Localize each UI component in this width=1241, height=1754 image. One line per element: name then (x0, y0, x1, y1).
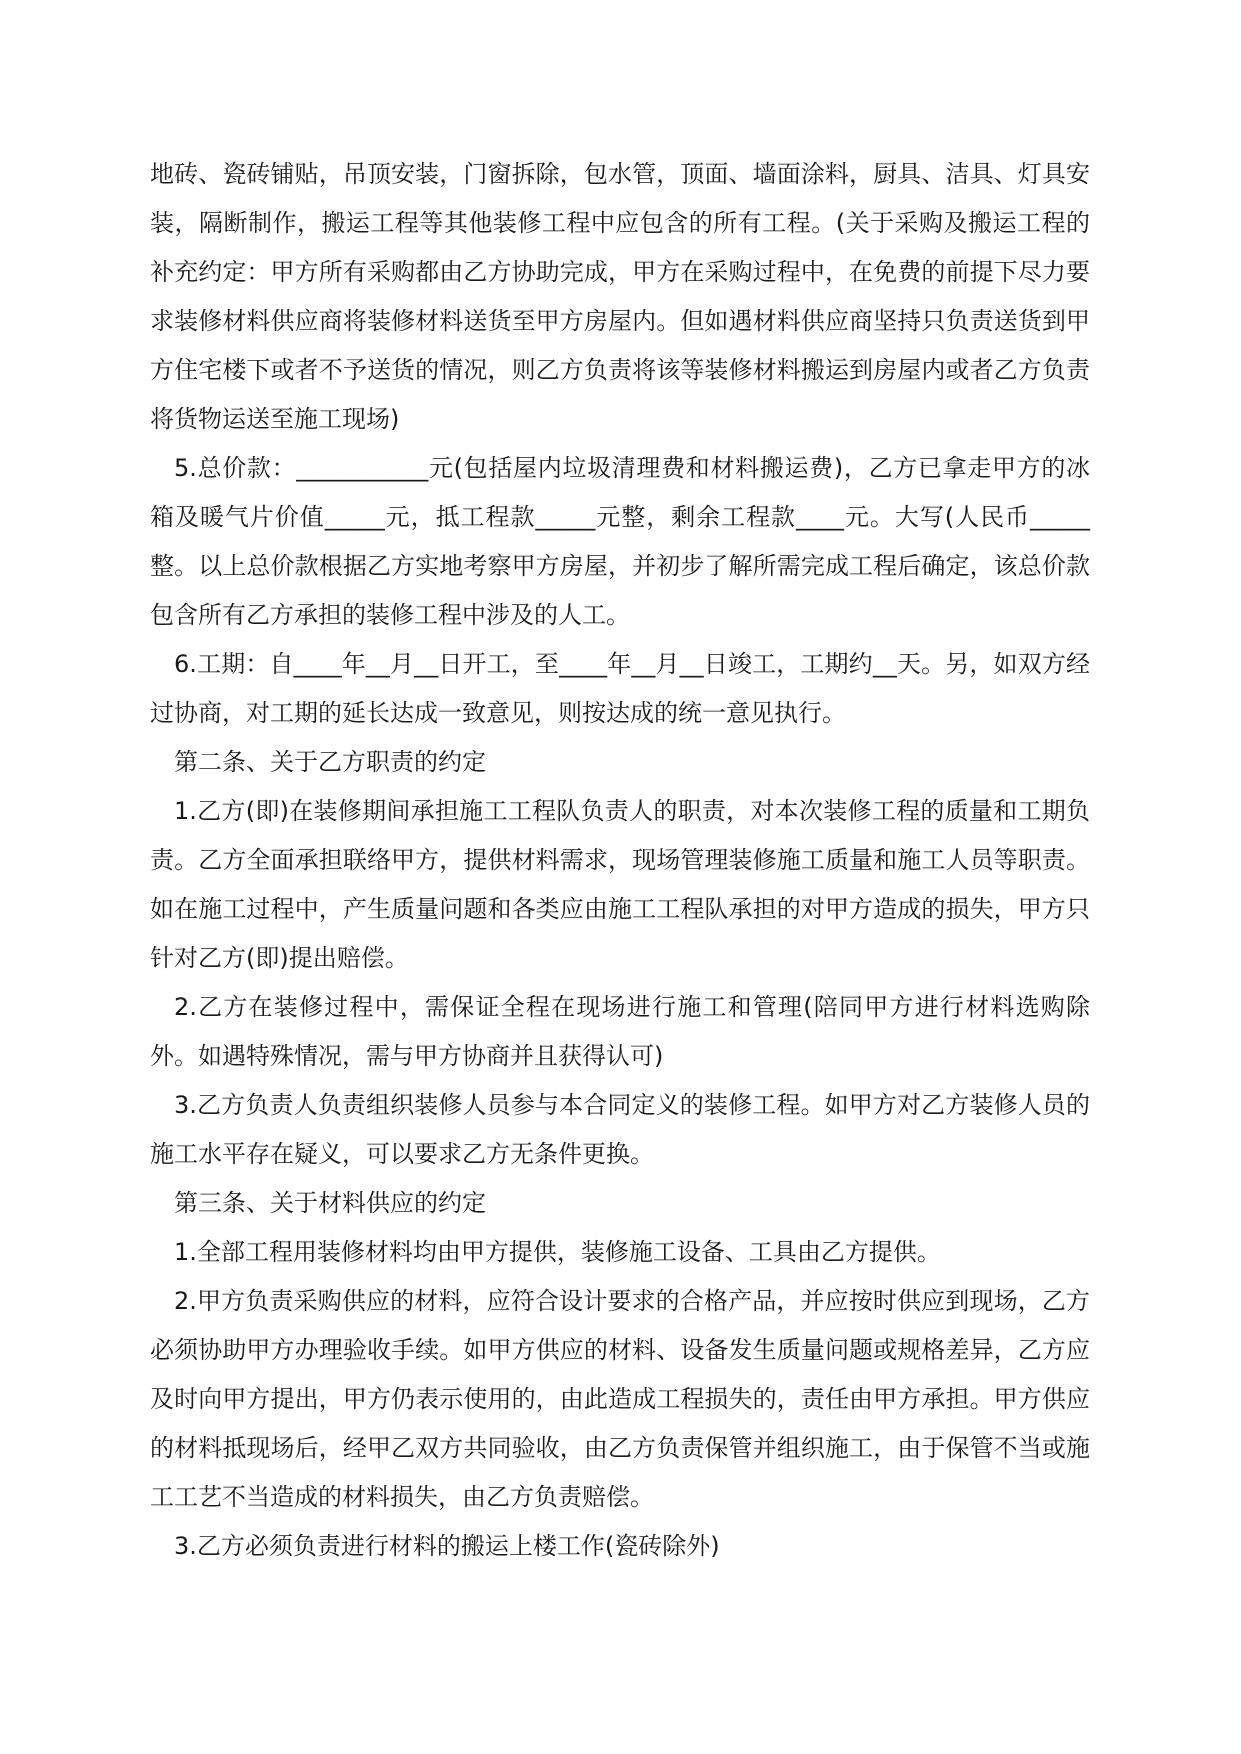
paragraph-party-b-duty-1: 1.乙方(即)在装修期间承担施工工程队负责人的职责，对本次装修工程的质量和工期负责。乙方全面承担联络甲方，提供材料需求，现场管理装修施工质量和施工人员等职责。如在施工过程中，产生质量问题和各类应由施工工程队承担的对甲方造成的损失，甲方只针对乙方(即)提出赔偿。 (150, 797, 1090, 972)
paragraph-construction-period: 6.工期：自____年__月__日开工，至____年__月__日竣工，工期约__天。另，如双方经过协商，对工期的延长达成一致意见，则按达成的统一意见执行。 (150, 650, 1090, 727)
paragraph-scope-continued: 地砖、瓷砖铺贴，吊顶安装，门窗拆除，包水管，顶面、墙面涂料，厨具、洁具、灯具安装，隔断制作，搬运工程等其他装修工程中应包含的所有工程。(关于采购及搬运工程的补充约定：甲方所有采购都由乙方协助完成，甲方在采购过程中，在免费的前提下尽力要求装修材料供应商将装修材料送货至甲方房屋内。但如遇材料供应商坚持只负责送货到甲方住宅楼下或者不予送货的情况，则乙方负责将该等装修材料搬运到房屋内或者乙方负责将货物运送至施工现场) (150, 160, 1090, 433)
paragraph-material-supply-2: 2.甲方负责采购供应的材料，应符合设计要求的合格产品，并应按时供应到现场，乙方必须协助甲方办理验收手续。如甲方供应的材料、设备发生质量问题或规格差异，乙方应及时向甲方提出，甲方仍表示使用的，由此造成工程损失的，责任由甲方承担。甲方供应的材料抵现场后，经甲乙双方共同验收，由乙方负责保管并组织施工，由于保管不当或施工工艺不当造成的材料损失，由乙方负责赔偿。 (150, 1287, 1090, 1511)
paragraph-party-b-duty-3: 3.乙方负责人负责组织装修人员参与本合同定义的装修工程。如甲方对乙方装修人员的施工水平存在疑义，可以要求乙方无条件更换。 (150, 1091, 1090, 1168)
document-body (150, 150, 1090, 1571)
paragraph-material-supply-1: 1.全部工程用装修材料均由甲方提供，装修施工设备、工具由乙方提供。 (174, 1238, 941, 1266)
paragraph-total-price: 5.总价款：___________元(包括屋内垃圾清理费和材料搬运费)，乙方已拿走甲方的冰箱及暖气片价值_____元，抵工程款_____元整，剩余工程款____元。大写(人民币_____整。以上总价款根据乙方实地考察甲方房屋，并初步了解所需完成工程后确定，该总价款包含所有乙方承担的装修工程中涉及的人工。 (150, 454, 1090, 629)
paragraph-material-supply-3: 3.乙方必须负责进行材料的搬运上楼工作(瓷砖除外) (174, 1532, 720, 1560)
paragraph-party-b-duty-2: 2.乙方在装修过程中，需保证全程在现场进行施工和管理(陪同甲方进行材料选购除外。如遇特殊情况，需与甲方协商并且获得认可) (150, 993, 1090, 1070)
section-heading-article-3: 第三条、关于材料供应的约定 (174, 1189, 486, 1217)
section-heading-article-2: 第二条、关于乙方职责的约定 (174, 748, 486, 776)
